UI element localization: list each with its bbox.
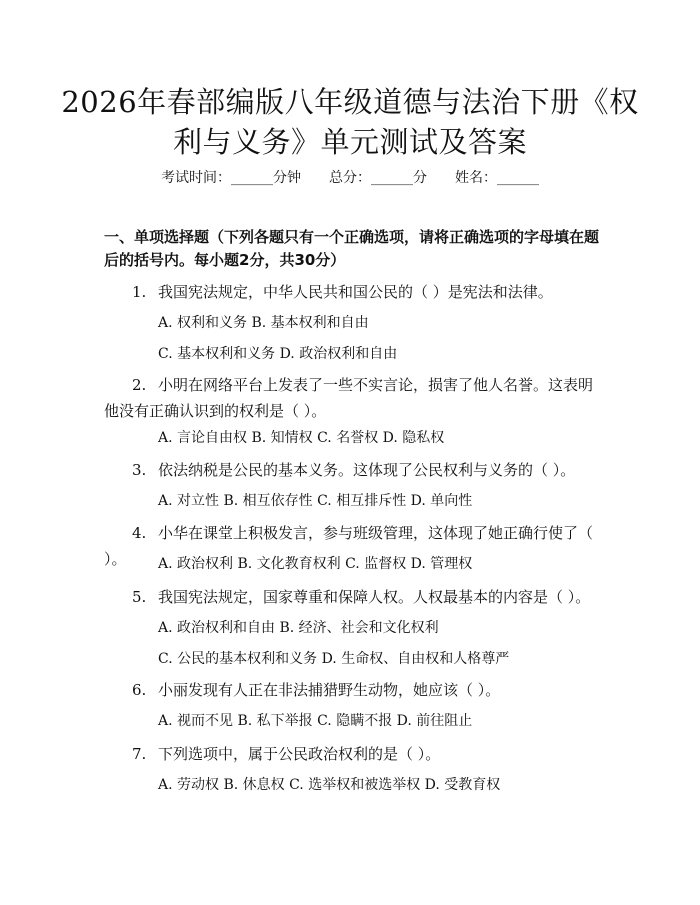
question-6 [104, 677, 604, 703]
question-number: 2. [132, 376, 147, 394]
question-text: 依法纳税是公民的基本义务。这体现了公民权利与义务的（ ）。 [158, 461, 576, 479]
question-5-options-row-2: C. 公民的基本权利和义务 D. 生命权、自由权和人格尊严 [158, 651, 510, 667]
question-text: 我国宪法规定，中华人民共和国公民的（ ）是宪法和法律。 [158, 283, 553, 301]
question-number: 3. [132, 461, 147, 479]
question-2-options: A. 言论自由权 B. 知情权 C. 名誉权 D. 隐私权 [158, 430, 445, 446]
question-2 [104, 372, 604, 424]
question-number: 1. [132, 283, 147, 301]
question-number: 6. [132, 681, 147, 699]
question-1-options-row-2: C. 基本权利和义务 D. 政治权利和自由 [158, 346, 398, 362]
name-field: 姓名：______ [455, 170, 539, 186]
page-title: 2026年春部编版八年级道德与法治下册《权利与义务》单元测试及答案 [61, 85, 639, 159]
question-1-options-row-1: A. 权利和义务 B. 基本权利和自由 [158, 315, 369, 331]
question-text: 小明在网络平台上发表了一些不实言论，损害了他人名誉。这表明他没有正确认识到的权利是（ ）。 [104, 376, 594, 420]
question-text: 小丽发现有人正在非法捕猎野生动物，她应该（ ）。 [158, 681, 501, 699]
question-text: 小华在课堂上积极发言，参与班级管理，这体现了她正确行使了（ ）。 [104, 524, 594, 568]
question-4-options: A. 政治权利 B. 文化教育权利 C. 监督权 D. 管理权 [158, 556, 473, 572]
question-3-options: A. 对立性 B. 相互依存性 C. 相互排斥性 D. 单向性 [158, 493, 473, 509]
question-7 [104, 741, 604, 767]
total-score-field: 总分：______分 [329, 170, 427, 186]
section-heading: 一、单项选择题（下列各题只有一个正确选项，请将正确选项的字母填在题后的括号内。每小题2分，共30分） [104, 228, 600, 269]
question-number: 4. [132, 524, 147, 542]
question-3 [104, 457, 604, 483]
question-7-options: A. 劳动权 B. 休息权 C. 选举权和被选举权 D. 受教育权 [158, 777, 501, 793]
question-text: 下列选项中，属于公民政治权利的是（ ）。 [158, 745, 441, 763]
question-1 [104, 279, 604, 305]
question-number: 5. [132, 588, 147, 606]
exam-meta [0, 168, 700, 188]
question-6-options: A. 视而不见 B. 私下举报 C. 隐瞒不报 D. 前往阻止 [158, 713, 473, 729]
question-5-options-row-1: A. 政治权利和自由 B. 经济、社会和文化权利 [158, 620, 439, 636]
question-number: 7. [132, 745, 147, 763]
exam-time-field: 考试时间：______分钟 [161, 170, 301, 186]
question-5 [104, 584, 604, 610]
question-text: 我国宪法规定，国家尊重和保障人权。人权最基本的内容是（ ）。 [158, 588, 591, 606]
